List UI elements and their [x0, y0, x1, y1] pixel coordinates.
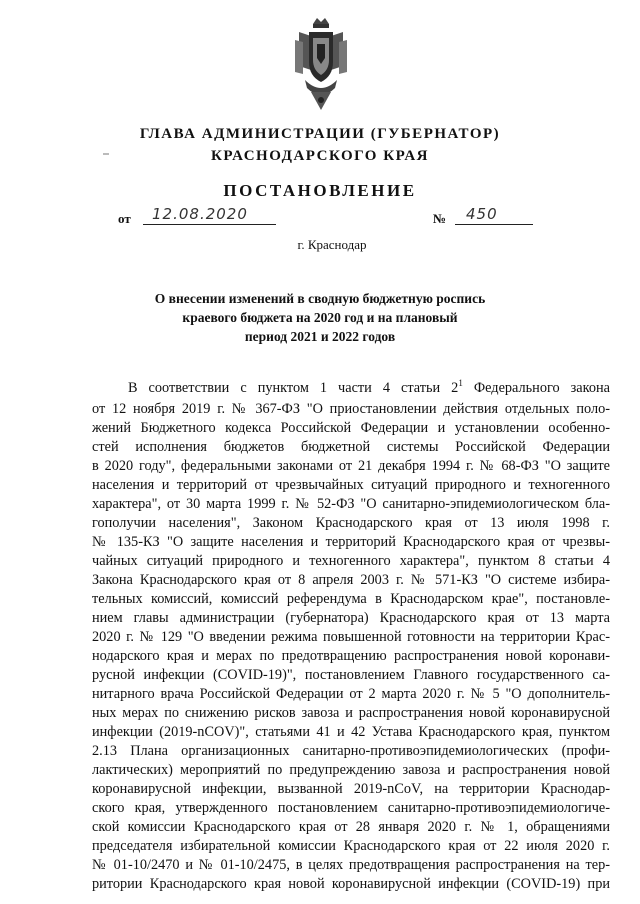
number-label: №	[433, 211, 447, 226]
issuer-title-line-2: КРАСНОДАРСКОГО КРАЯ	[211, 148, 429, 164]
subject-line: краевого бюджета на 2020 год и на плановый	[182, 310, 458, 325]
body-line: гополучии населения", Законом Краснодарского края от 13 июля 1998 г.	[92, 515, 610, 531]
body-line: чайных ситуаций природного и техногенного характера", пунктом 8 статьи 4	[92, 553, 610, 569]
body-line: № 01-10/2470 и № 01-10/2475, в целях предотвращения распространения на тер-	[92, 857, 610, 873]
body-line: ных мерах по снижению рисков завоза и распространения новой коронавирусной	[92, 705, 610, 721]
date-label: от	[118, 211, 131, 226]
body-line: лактических) мероприятий по предупреждению завоза и распространения новой	[92, 762, 610, 778]
date-value: 12.08.2020	[152, 205, 248, 223]
body-line: нием главы администрации (губернатора) Краснодарского края от 13 марта	[92, 610, 610, 626]
body-line: председателя избирательной комиссии Краснодарского края от 22 июля 2020 г.	[92, 838, 610, 854]
body-line: Закона Краснодарского края от 8 апреля 2003 г. № 571-КЗ "О системе избира-	[92, 572, 610, 588]
body-line: ритории Краснодарского края новой коронавирусной инфекции (COVID-19) при	[92, 876, 610, 892]
body-line: 2.13 Плана организационных санитарно-противоэпидемиологических (профи-	[92, 743, 610, 759]
body-line: № 135-КЗ "О защите населения и территорий Краснодарского края от чрезвы-	[92, 534, 610, 550]
body-line: от 12 ноября 2019 г. № 367-ФЗ "О приостановлении действия отдельных поло-	[92, 401, 610, 417]
coat-of-arms-emblem	[293, 14, 349, 114]
body-line: тельных комиссий, комиссий референдума в Краснодарском крае", постановле-	[92, 591, 610, 607]
number-value: 450	[466, 205, 498, 223]
subject-line: О внесении изменений в сводную бюджетную роспись	[154, 291, 486, 306]
body-text-segment: В соответствии с пунктом 1 части 4 статьи 2	[128, 380, 459, 396]
body-line: русной инфекции (COVID-19)", постановлением Главного государственного са-	[92, 667, 610, 683]
issuer-title-line-1: ГЛАВА АДМИНИСТРАЦИИ (ГУБЕРНАТОР)	[139, 126, 501, 142]
body-line: ской комиссии Краснодарского края от 28 января 2020 г. № 1, обращениями	[92, 819, 610, 835]
subject-line: период 2021 и 2022 годов	[244, 329, 396, 344]
body-line: 2020 г. № 129 "О введении режима повышенной готовности на территории Крас-	[92, 629, 610, 645]
body-line: населения и территорий от чрезвычайных ситуаций природного и техногенного	[92, 477, 610, 493]
body-line: характера", от 30 марта 1999 г. № 52-ФЗ "О санитарно-эпидемиологическом бла-	[92, 496, 610, 512]
body-line: жений Бюджетного кодекса Российской Федерации и установлении особенно-	[92, 420, 610, 436]
body-line: в 2020 году", федеральными законами от 21 декабря 1994 г. № 68-ФЗ "О защите	[92, 458, 610, 474]
city-line: г. Краснодар	[297, 237, 367, 252]
document-type-title: ПОСТАНОВЛЕНИЕ	[223, 181, 417, 200]
body-paragraph-first-line	[128, 379, 610, 397]
body-line: инфекции (2019-nCOV)", статьями 41 и 42 Устава Краснодарского края, пунктом	[92, 724, 610, 740]
body-line: нитарного врача Российской Федерации от 2 марта 2020 г. № 5 "О дополнитель-	[92, 686, 610, 702]
body-text-segment: Федерального закона	[462, 380, 611, 396]
body-line: коронавирусной инфекции, вызванной 2019-nCoV, на территории Краснодар-	[92, 781, 610, 797]
article-superscript: 1	[458, 378, 463, 389]
body-line: ского края, утвержденного постановлением санитарно-противоэпидемиологиче-	[92, 800, 610, 816]
body-line: нодарского края и мерах по предотвращению распространения новой коронави-	[92, 648, 610, 664]
body-line: стей исполнения бюджетов бюджетной системы Российской Федерации	[92, 439, 610, 455]
